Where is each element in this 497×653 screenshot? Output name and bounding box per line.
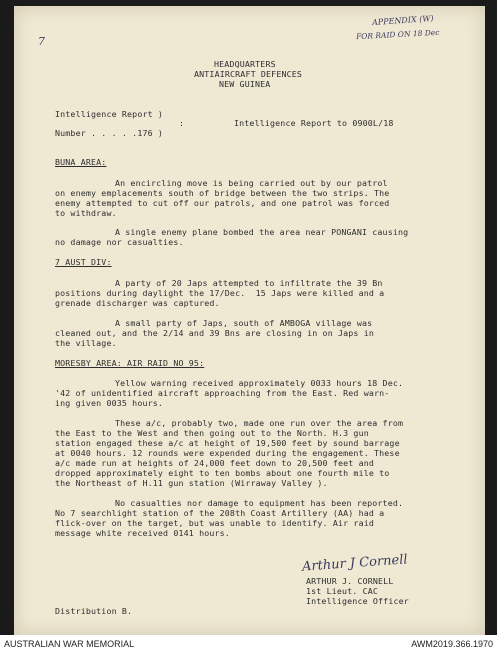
header-line-3: NEW GUINEA bbox=[219, 79, 271, 89]
report-label-1: Intelligence Report ) bbox=[55, 109, 164, 119]
moresby-p2-line: These a/c, probably two, made one run over the area from bbox=[115, 418, 404, 428]
moresby-p1-line: Yellow warning received approximately 0033 hours 18 Dec. bbox=[115, 378, 404, 388]
signature-title: Intelligence Officer bbox=[306, 596, 409, 606]
page-mark: 7 bbox=[38, 35, 45, 48]
aust-p2-line: A small party of Japs, south of AMBOGA village was bbox=[115, 318, 373, 328]
footer-institution: AUSTRALIAN WAR MEMORIAL bbox=[4, 639, 135, 649]
moresby-p3-line: No 7 searchlight station of the 208th Coast Artillery (AA) had a bbox=[55, 508, 385, 518]
moresby-p2-line: a/c made run at heights of 24,000 feet down to 20,500 feet and bbox=[55, 458, 374, 468]
distribution: Distribution B. bbox=[55, 606, 133, 616]
report-label-2: Number . . . . .176 ) bbox=[55, 128, 164, 138]
archive-footer bbox=[0, 635, 497, 653]
moresby-p2-line: the East to the West and then going out to the North. H.3 gun bbox=[55, 428, 369, 438]
moresby-p3-line: message white received 0141 hours. bbox=[55, 528, 230, 538]
header-line-1: HEADQUARTERS bbox=[214, 59, 276, 69]
header-line-2: ANTIAIRCRAFT DEFENCES bbox=[194, 69, 303, 79]
signature-name: ARTHUR J. CORNELL bbox=[306, 576, 394, 586]
aust-heading: 7 AUST DIV: bbox=[55, 257, 112, 267]
moresby-p2-line: at 0040 hours. 12 rounds were expended during the engagement. These bbox=[55, 448, 400, 458]
aust-p2-line: the village. bbox=[55, 338, 117, 348]
buna-p2-line: no damage nor casualties. bbox=[55, 237, 184, 247]
aust-p1-line: positions during daylight the 17/Dec. 15 Japs were killed and a bbox=[55, 288, 385, 298]
signature-rank: 1st Lieut. CAC bbox=[306, 586, 379, 596]
aust-p1-line: A party of 20 Japs attempted to infiltrate the 39 Bn bbox=[115, 278, 383, 288]
aust-p1-line: grenade discharger was captured. bbox=[55, 298, 220, 308]
aust-p2-line: cleaned out, and the 2/14 and 39 Bns are closing in on Japs in bbox=[55, 328, 374, 338]
buna-p1-line: An encircling move is being carried out by our patrol bbox=[115, 178, 388, 188]
buna-p2-line: A single enemy plane bombed the area near PONGANI causing bbox=[115, 227, 409, 237]
document-page bbox=[14, 6, 485, 635]
handwritten-signature: Arthur J Cornell bbox=[301, 552, 409, 575]
appendix-annotation: APPENDIX (W) bbox=[371, 13, 434, 28]
report-colon: : bbox=[179, 118, 185, 128]
moresby-heading: MORESBY AREA: AIR RAID NO 95: bbox=[55, 358, 205, 368]
report-title: Intelligence Report to 0900L/18 bbox=[234, 118, 394, 128]
moresby-p3-line: flick-over on the target, but was unable to identify. Air raid bbox=[55, 518, 374, 528]
buna-heading: BUNA AREA: bbox=[55, 157, 107, 167]
raid-annotation: FOR RAID ON 18 Dec bbox=[355, 27, 440, 42]
buna-p1-line: to withdraw. bbox=[55, 208, 117, 218]
moresby-p3-line: No casualties nor damage to equipment has been reported. bbox=[115, 498, 404, 508]
moresby-p2-line: station engaged these a/c at height of 19,500 feet by sound barrage bbox=[55, 438, 400, 448]
footer-catalog-id: AWM2019.366.1970 bbox=[411, 639, 493, 649]
moresby-p1-line: ing given 0035 hours. bbox=[55, 398, 164, 408]
buna-p1-line: on enemy emplacements south of bridge between the two strips. The bbox=[55, 188, 390, 198]
moresby-p2-line: dropped approximately eight to ten bombs about one fourth mile to bbox=[55, 468, 390, 478]
moresby-p1-line: '42 of unidentified aircraft approaching from the East. Red warn- bbox=[55, 388, 390, 398]
buna-p1-line: enemy attempted to cut off our patrols, and one patrol was forced bbox=[55, 198, 390, 208]
moresby-p2-line: the Northeast of H.11 gun station (Wirraway Valley ). bbox=[55, 478, 328, 488]
